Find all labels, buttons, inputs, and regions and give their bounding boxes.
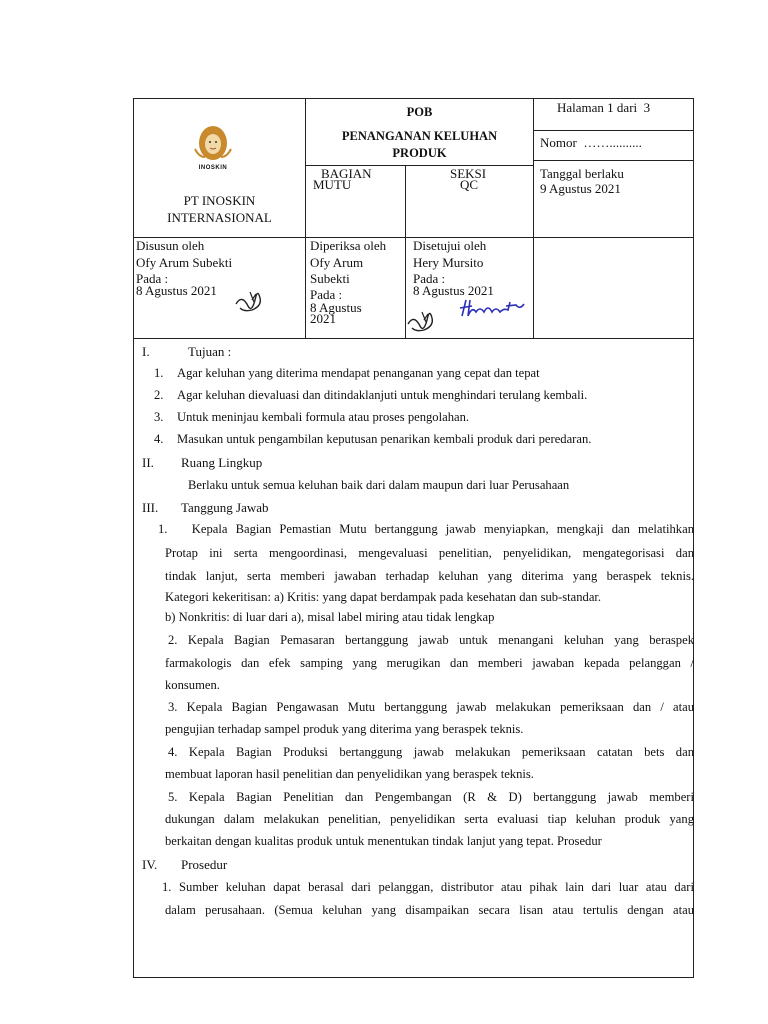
section-2-number: II. — [142, 455, 154, 470]
disusun-signature-icon — [232, 286, 266, 316]
disusun-name: Ofy Arum Subekti — [136, 255, 233, 270]
doc-type: POB — [406, 105, 433, 119]
nomor-field: Nomor …….......... — [540, 135, 642, 150]
divider-signature-row — [133, 338, 694, 339]
approver-signature-icon — [458, 296, 528, 320]
section-2-text: Berlaku untuk semua keluhan baik dari dalam maupun dari luar Perusahaan — [188, 478, 570, 492]
tj-p3-l1: 3. Kepala Bagian Pengawasan Mutu bertanggung jawab melakukan pemeriksaan dan / atau — [168, 700, 694, 714]
doc-title-line2: PRODUK — [392, 146, 447, 160]
pr-p1-l1: 1. Sumber keluhan dapat berasal dari pelanggan, distributor atau pihak lain dari luar atau dari — [162, 880, 694, 894]
tj-p3-l2: pengujian terhadap sampel produk yang diterima yang beraspek teknis. — [165, 722, 524, 736]
tj-p1-l5: b) Nonkritis: di luar dari a), misal label miring atau tidak lengkap — [165, 610, 495, 624]
tanggal-value: 9 Agustus 2021 — [540, 181, 621, 196]
disetujui-name: Hery Mursito — [413, 255, 484, 270]
disetujui-label: Disetujui oleh — [413, 238, 487, 253]
divider-page-row — [533, 130, 694, 131]
disetujui-signature-icon — [404, 306, 438, 336]
logo-text: INOSKIN — [198, 165, 228, 171]
section-4-title: Prosedur — [181, 857, 228, 872]
tj-p5-l2: dukungan dalam melakukan penelitian, penyelidikan serta evaluasi tiap keluhan produk yang — [165, 812, 694, 826]
disusun-date: 8 Agustus 2021 — [136, 283, 217, 298]
doc-title-line1: PENANGANAN KELUHAN — [341, 129, 498, 143]
diperiksa-date-line1: 8 Agustus — [310, 300, 362, 315]
seksi-label: SEKSI — [450, 166, 487, 181]
pr-p1-l2: dalam perusahaan. (Semua keluhan yang disampaikan secara lisan atau tertulis dengan atau — [165, 903, 694, 917]
tujuan-2-num: 2. — [154, 388, 164, 402]
company-name-line2: INTERNASIONAL — [167, 210, 272, 225]
divider-nomor-row — [533, 160, 694, 161]
company-name-line1: PT INOSKIN — [183, 193, 256, 208]
tj-p1-l2: Protap ini serta mengoordinasi, mengevaluasi penelitian, penyelidikan, mengategorisasi dan — [165, 546, 694, 560]
tujuan-2-text: Agar keluhan dievaluasi dan ditindaklanjuti untuk menghindari terulang kembali. — [177, 388, 588, 402]
tujuan-3-num: 3. — [154, 410, 164, 424]
diperiksa-pada: Pada : — [310, 287, 343, 302]
tj-p2-l3: konsumen. — [165, 678, 220, 692]
tujuan-1-text: Agar keluhan yang diterima mendapat penanganan yang cepat dan tepat — [177, 366, 540, 380]
divider-col3 — [533, 98, 534, 339]
tujuan-4-num: 4. — [154, 432, 164, 446]
tj-p4-l2: membuat laporan hasil penelitian dan penyelidikan yang beraspek teknis. — [165, 767, 534, 781]
diperiksa-name-line2: Subekti — [310, 271, 350, 286]
bagian-label: BAGIAN — [321, 166, 372, 181]
tj-p2-l2: farmakologis dan efek samping yang merugikan dan memberi jawaban kepada pelanggan / — [165, 656, 694, 670]
tanggal-label: Tanggal berlaku — [540, 166, 624, 181]
tujuan-4-text: Masukan untuk pengambilan keputusan penarikan kembali produk dari peredaran. — [177, 432, 592, 446]
tujuan-1-num: 1. — [154, 366, 164, 380]
diperiksa-name-line1: Ofy Arum — [310, 255, 364, 270]
page-number: Halaman 1 dari 3 — [557, 100, 651, 115]
diperiksa-date-line2: 2021 — [310, 311, 336, 326]
section-1-title: Tujuan : — [188, 344, 232, 359]
tj-p5-l3: berkaitan dengan kualitas produk untuk menentukan tindak lanjut yang tepat. Prosedur — [165, 834, 602, 848]
tj-p1-l1: 1. Kepala Bagian Pemastian Mutu bertanggung jawab menyiapkan, mengkaji dan melatihkan — [158, 522, 694, 536]
company-logo — [190, 117, 236, 177]
tujuan-3-text: Untuk meninjau kembali formula atau proses pengolahan. — [177, 410, 470, 424]
section-4-number: IV. — [142, 857, 158, 872]
tj-p4-l1: 4. Kepala Bagian Produksi bertanggung jawab melakukan pemeriksaan catatan bets dan — [168, 745, 694, 759]
diperiksa-label: Diperiksa oleh — [310, 238, 387, 253]
bagian-value: MUTU — [313, 177, 352, 192]
tj-p1-l3: tindak lanjut, serta memberi jawaban terhadap keluhan yang diterima yang beraspek teknis. — [165, 569, 694, 583]
section-1-number: I. — [142, 344, 150, 359]
disetujui-pada: Pada : — [413, 271, 446, 286]
section-2-title: Ruang Lingkup — [181, 455, 263, 470]
tj-p1-l4: Kategori kekeritisan: a) Kritis: yang dapat berdampak pada kesehatan dan sub-standar. — [165, 590, 602, 604]
seksi-value: QC — [460, 177, 479, 192]
disusun-label: Disusun oleh — [136, 238, 205, 253]
section-3-title: Tanggung Jawab — [181, 500, 269, 515]
tj-p2-l1: 2. Kepala Bagian Pemasaran bertanggung jawab untuk menangani keluhan yang beraspek — [168, 633, 694, 647]
disetujui-date: 8 Agustus 2021 — [413, 283, 494, 298]
inoskin-logo-icon — [190, 117, 236, 165]
tj-p5-l1: 5. Kepala Bagian Penelitian dan Pengembangan (R & D) bertanggung jawab memberi — [168, 790, 694, 804]
section-3-number: III. — [142, 500, 159, 515]
disusun-pada: Pada : — [136, 271, 169, 286]
